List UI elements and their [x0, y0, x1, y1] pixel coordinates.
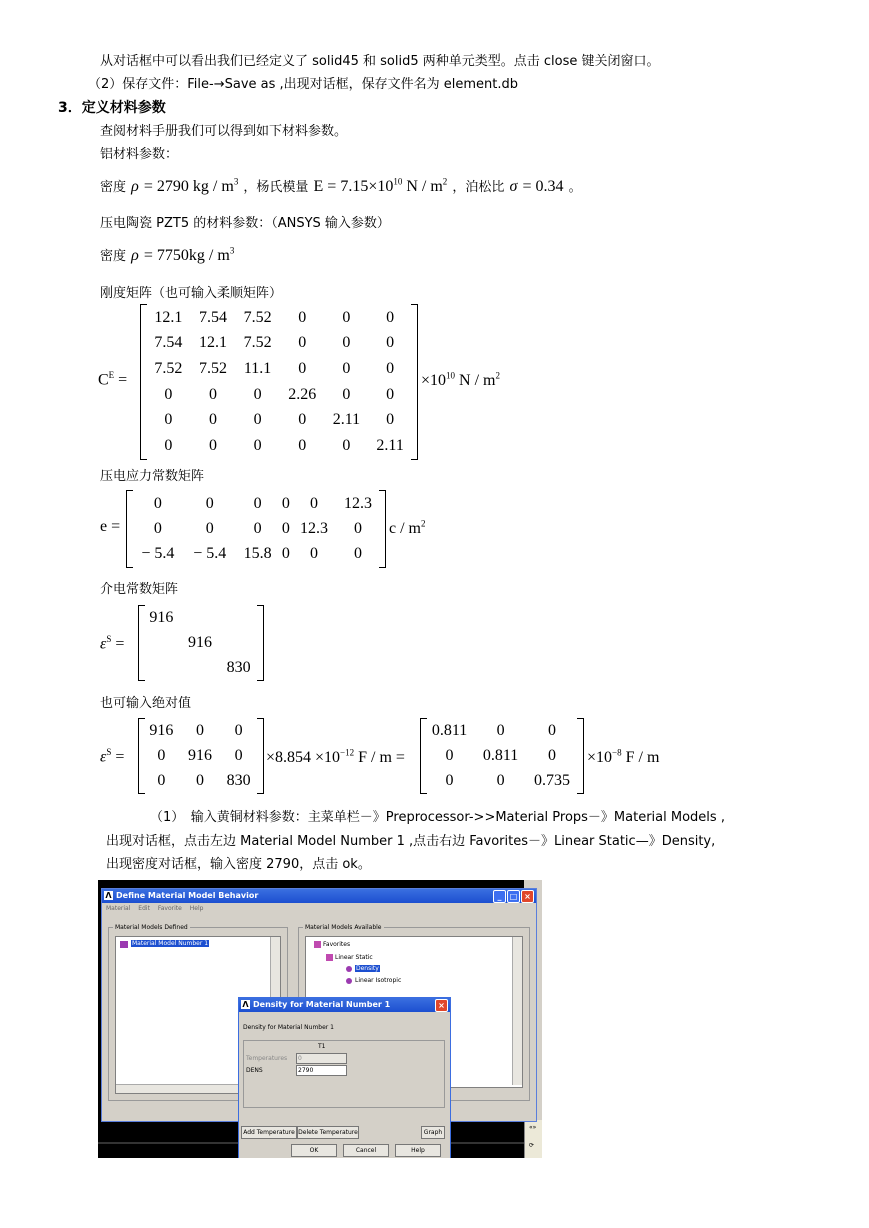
- pzt-label: 压电陶瓷 PZT5 的材料参数：（ANSYS 输入参数）: [100, 216, 390, 231]
- stiffness-cell: 0: [342, 385, 351, 403]
- stiffness-cell: 11.1: [243, 360, 272, 378]
- dielectric-cell: [181, 606, 220, 631]
- menu-help[interactable]: Help: [189, 905, 204, 912]
- dialog-logo-icon: Λ: [242, 1000, 249, 1009]
- temperature-field[interactable]: 0: [296, 1053, 347, 1064]
- abs-m2-cell: 0: [496, 722, 505, 740]
- piezo-cell: 0: [310, 494, 319, 512]
- stiffness-cell: 0: [253, 437, 262, 455]
- dialog-close-icon[interactable]: ×: [435, 999, 448, 1012]
- piezo-cell: − 5.4: [193, 545, 227, 563]
- stiffness-label: 刚度矩阵（也可输入柔顺矩阵）: [100, 286, 283, 301]
- stiffness-cell: 0: [208, 437, 217, 455]
- stiffness-cell: 0: [298, 308, 307, 326]
- density-dialog: [238, 997, 451, 1158]
- abs-lhs: $\varepsilon^S$ =: [100, 747, 125, 766]
- stiffness-cell: 0: [386, 411, 395, 429]
- abs-mid: $\times 8.854 \times 10^{-12}$ F / m =: [266, 747, 405, 766]
- dens-label: DENS: [246, 1067, 263, 1074]
- abs-m1-cell: 0: [234, 746, 243, 764]
- tree-density[interactable]: Density: [356, 965, 379, 972]
- pzt-density-eq: = 7750kg / m: [143, 247, 230, 264]
- aluminum-params: [100, 176, 582, 196]
- piezo-cell: 0: [354, 519, 362, 537]
- window-titlebar: [102, 889, 536, 903]
- menu-material[interactable]: Material: [106, 905, 131, 912]
- stiffness-cell: 0: [208, 411, 217, 429]
- abs-end: $\times 10^{-8}$ F / m: [587, 747, 660, 766]
- stiffness-cell: 7.54: [154, 334, 183, 352]
- window-title: Define Material Model Behavior: [116, 891, 259, 900]
- delete-temperature-button[interactable]: Delete Temperature: [297, 1126, 359, 1139]
- step1-line-3: 出现密度对话框，输入密度 2790，点击 ok。: [106, 857, 371, 872]
- absolute-label: 也可输入绝对值: [100, 696, 192, 711]
- stiffness-cell: 2.11: [376, 437, 404, 455]
- al-poisson-label: ，泊松比: [452, 180, 505, 195]
- abs-m2-cell: 0.811: [431, 722, 468, 740]
- stiffness-cell: 0: [298, 437, 307, 455]
- stiffness-cell: 0: [342, 437, 351, 455]
- intro-line-2: （2）保存文件：File-→Save as ,出现对话框，保存文件名为 element.db: [88, 77, 519, 92]
- dens-field[interactable]: 2790: [296, 1065, 347, 1076]
- piezo-cell: 0: [205, 494, 214, 512]
- menu-edit[interactable]: Edit: [138, 905, 150, 912]
- piezo-cell: 12.3: [300, 519, 329, 537]
- stiffness-cell: 0: [164, 437, 173, 455]
- piezo-cell: 0: [153, 519, 162, 537]
- tree-linear-isotropic[interactable]: Linear Isotropic: [355, 977, 402, 984]
- abs-matrix-1: [138, 718, 264, 794]
- al-modulus-unit: N / m: [402, 178, 443, 195]
- abs-m1-cell: 830: [226, 771, 251, 789]
- abs-m1-cell: 0: [195, 771, 204, 789]
- stiffness-cell: 0: [386, 308, 395, 326]
- dielectric-cell: [181, 655, 220, 680]
- dielectric-cell: [219, 606, 258, 631]
- stiffness-lhs: $C^E$ =: [98, 370, 128, 389]
- dielectric-cell: 916: [187, 633, 212, 651]
- stiffness-cell: 0: [386, 334, 395, 352]
- menu-favorite[interactable]: Favorite: [157, 905, 182, 912]
- al-density-exp: 3: [233, 176, 239, 187]
- stiffness-cell: 0: [386, 385, 395, 403]
- stiffness-cell: 0: [298, 411, 307, 429]
- maximize-icon[interactable]: □: [507, 890, 520, 903]
- dielectric-lhs: $\varepsilon^S$ =: [100, 634, 125, 653]
- density-icon: [346, 966, 352, 972]
- piezo-cell: 0: [153, 494, 162, 512]
- dielectric-cell: 830: [226, 658, 251, 676]
- piezo-cell: 0: [281, 494, 290, 512]
- stiffness-cell: 0: [208, 385, 217, 403]
- temperatures-label: Temperatures: [246, 1055, 288, 1062]
- dialog-title: Density for Material Number 1: [253, 1000, 391, 1009]
- step1-line-1: （1） 输入黄铜材料参数：主菜单栏－》Preprocessor->>Material Props－》Material Models ,: [150, 810, 725, 825]
- abs-m2-cell: 0: [548, 746, 557, 764]
- al-modulus-label: ，杨氏模量: [243, 180, 309, 195]
- close-icon[interactable]: ×: [521, 890, 534, 903]
- al-modulus-exp: 10: [393, 176, 403, 187]
- al-density-eq: = 2790 kg / m: [143, 178, 234, 195]
- abs-m2-cell: 0.811: [482, 746, 519, 764]
- isotropic-icon: [346, 978, 352, 984]
- stiffness-cell: 0: [298, 360, 307, 378]
- tree-linear-static[interactable]: Linear Static: [335, 954, 373, 961]
- help-button[interactable]: Help: [395, 1144, 441, 1157]
- abs-m1-cell: 0: [157, 746, 166, 764]
- piezo-cell: 0: [205, 519, 214, 537]
- abs-matrix-2: [420, 718, 584, 794]
- piezo-cell: 15.8: [243, 545, 272, 563]
- minimize-icon[interactable]: _: [493, 890, 506, 903]
- sigma-symbol: σ: [509, 178, 518, 195]
- dielectric-label: 介电常数矩阵: [100, 582, 179, 597]
- abs-m1-cell: 0: [195, 722, 204, 740]
- al-end: 。: [568, 180, 582, 195]
- graph-button[interactable]: Graph: [421, 1126, 445, 1139]
- abs-m1-cell: 0: [157, 771, 166, 789]
- dielectric-cell: [219, 631, 258, 656]
- stiffness-cell: 0: [386, 360, 395, 378]
- stiffness-cell: 0: [342, 334, 351, 352]
- stiffness-cell: 0: [342, 308, 351, 326]
- dielectric-cell: [142, 631, 181, 656]
- stiffness-cell: 2.11: [332, 411, 361, 429]
- stiffness-cell: 7.52: [198, 360, 227, 378]
- column-header: T1: [318, 1043, 326, 1050]
- favorites-icon: [314, 941, 321, 948]
- defined-item[interactable]: Material Model Number 1: [132, 940, 209, 947]
- aluminum-label: 铝材料参数：: [100, 147, 179, 162]
- abs-m2-cell: 0.735: [534, 771, 571, 789]
- abs-m2-cell: 0: [445, 746, 454, 764]
- available-scrollbar[interactable]: [512, 937, 522, 1085]
- dialog-titlebar: [239, 998, 450, 1012]
- stiffness-cell: 2.26: [288, 385, 317, 403]
- defined-label: Material Models Defined: [115, 924, 188, 931]
- piezo-cell: 12.3: [344, 494, 372, 512]
- al-density-label: 密度: [100, 180, 127, 195]
- stiffness-cell: 0: [164, 385, 173, 403]
- stiffness-cell: 0: [342, 360, 351, 378]
- intro-line-1: 从对话框中可以看出我们已经定义了 solid45 和 solid5 两种单元类型。点击 close 键关闭窗口。: [100, 54, 660, 69]
- abs-m2-cell: 0: [548, 722, 557, 740]
- ok-button[interactable]: OK: [291, 1144, 337, 1157]
- abs-m1-cell: 916: [149, 722, 174, 740]
- dialog-subtitle: Density for Material Number 1: [243, 1024, 334, 1031]
- tree-favorites[interactable]: Favorites: [323, 941, 351, 948]
- abs-m1-cell: 0: [234, 722, 243, 740]
- rho-symbol: ρ: [131, 178, 139, 195]
- piezo-lhs: e =: [100, 518, 121, 535]
- stiffness-cell: 12.1: [154, 308, 183, 326]
- menubar: [106, 905, 203, 912]
- al-poisson-eq: = 0.34: [522, 178, 564, 195]
- stiffness-cell: 7.54: [198, 308, 227, 326]
- abs-m1-cell: 916: [187, 746, 212, 764]
- piezo-cell: 0: [281, 545, 290, 563]
- available-label: Material Models Available: [305, 924, 382, 931]
- add-temperature-button[interactable]: Add Temperature: [241, 1126, 297, 1139]
- stiffness-cell: 7.52: [243, 334, 272, 352]
- stiffness-cell: 7.52: [154, 360, 183, 378]
- al-modulus-unit-exp: 2: [442, 176, 448, 187]
- piezo-cell: 0: [354, 545, 362, 563]
- section-heading: 3．定义材料参数: [58, 100, 166, 116]
- abs-m2-cell: 0: [445, 771, 454, 789]
- stiffness-cell: 0: [164, 411, 173, 429]
- pzt-density: [100, 245, 234, 265]
- stiffness-cell: 0: [253, 411, 262, 429]
- al-modulus-eq: E = 7.15×10: [313, 178, 394, 195]
- intro-paragraph: 查阅材料手册我们可以得到如下材料参数。: [100, 124, 348, 139]
- linear-static-icon: [326, 954, 333, 961]
- dielectric-cell: [142, 655, 181, 680]
- abs-m2-cell: 0: [496, 771, 505, 789]
- dialog-table-area: [243, 1040, 445, 1108]
- piezo-cell: − 5.4: [141, 545, 175, 563]
- ansys-screenshot: [98, 880, 542, 1158]
- piezo-unit: c / $m^2$: [389, 518, 426, 537]
- piezo-matrix: [126, 490, 386, 568]
- dielectric-cell: 916: [149, 609, 174, 627]
- piezo-cell: 0: [253, 519, 262, 537]
- piezo-cell: 0: [310, 545, 319, 563]
- stiffness-unit: $\times 10^{10}$ N / $m^2$: [421, 370, 500, 389]
- pzt-density-exp: 3: [229, 245, 235, 256]
- stiffness-cell: 7.52: [243, 308, 272, 326]
- dielectric-matrix: [138, 605, 264, 681]
- piezo-label: 压电应力常数矩阵: [100, 469, 205, 484]
- pzt-rho-symbol: ρ: [131, 247, 139, 264]
- piezo-cell: 0: [281, 519, 290, 537]
- pzt-density-label: 密度: [100, 249, 127, 264]
- material-icon: [120, 941, 128, 948]
- piezo-cell: 0: [253, 494, 262, 512]
- cancel-button[interactable]: Cancel: [343, 1144, 389, 1157]
- side-controls[interactable]: «» ⟳: [524, 1120, 542, 1158]
- step1-line-2: 出现对话框，点击左边 Material Model Number 1 ,点击右边 Favorites－》Linear Static—》Density,: [106, 834, 716, 849]
- stiffness-matrix: [140, 304, 418, 460]
- stiffness-cell: 0: [253, 385, 262, 403]
- stiffness-cell: 12.1: [198, 334, 227, 352]
- ansys-logo-icon: Λ: [105, 891, 112, 900]
- stiffness-cell: 0: [298, 334, 307, 352]
